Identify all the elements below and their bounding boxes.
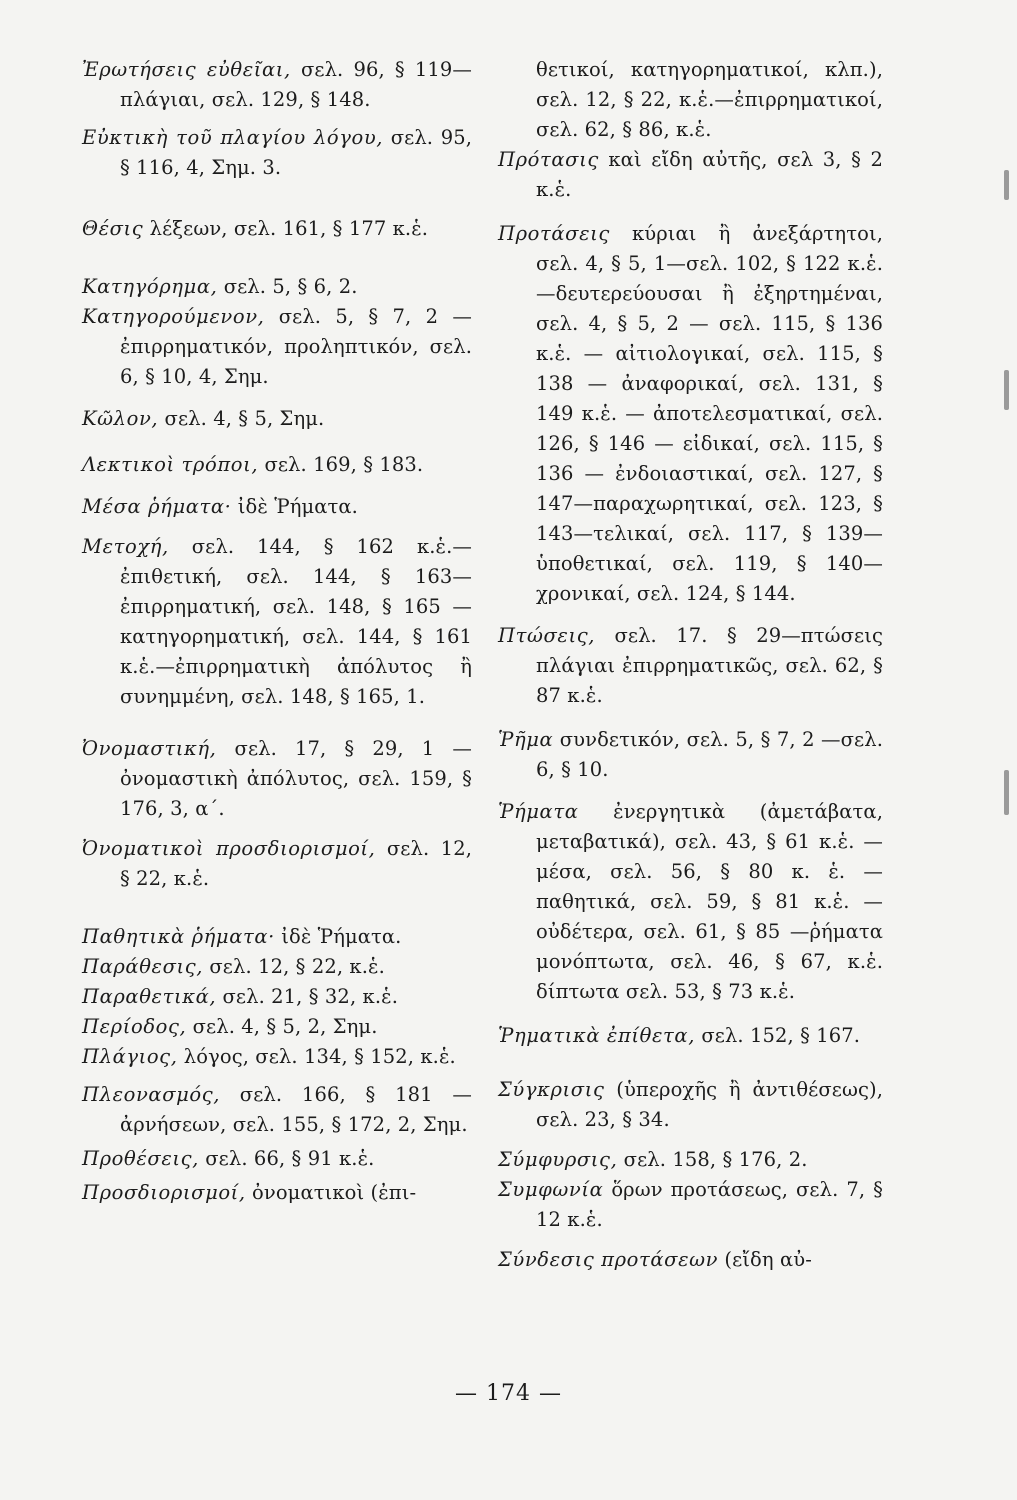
index-entry: Μέσα ῥήματα· ἰδὲ Ῥήματα. — [82, 495, 358, 518]
index-entry: Συμφωνία ὅρων προτάσεως, σελ. 7, § 12 κ.ἑ. — [498, 1178, 883, 1231]
index-entry: Λεκτικοὶ τρόποι, σελ. 169, § 183. — [82, 453, 424, 476]
right-column — [498, 55, 883, 1275]
index-entry: Παράθεσις, σελ. 12, § 22, κ.ἑ. — [82, 955, 385, 978]
index-entry: Κατηγόρημα, σελ. 5, § 6, 2. — [82, 275, 358, 298]
index-entry: Ἐρωτήσεις εὐθεῖαι, σελ. 96, § 119—πλάγιαι, σελ. 129, § 148. — [82, 58, 472, 111]
index-entry: Προσδιορισμοί, ὀνοματικοὶ (ἐπι- — [82, 1181, 417, 1204]
binding-edge-mark — [1004, 370, 1009, 410]
index-entry: Πλεονασμός, σελ. 166, § 181 — ἀρνήσεων, σελ. 155, § 172, 2, Σημ. — [82, 1083, 472, 1136]
index-entry: Σύμφυρσις, σελ. 158, § 176, 2. — [498, 1148, 808, 1171]
index-entry: Θέσις λέξεων, σελ. 161, § 177 κ.ἑ. — [82, 217, 429, 240]
index-entry-continued: θετικοί, κατηγορηματικοί, κλπ.), σελ. 12, § 22, κ.ἑ.—ἐπιρρηματικοί, σελ. 62, § 86, κ.ἑ. — [536, 58, 883, 141]
index-entry: Ῥηματικὰ ἐπίθετα, σελ. 152, § 167. — [498, 1024, 861, 1047]
index-entry: Προτάσεις κύριαι ἢ ἀνεξάρτητοι, σελ. 4, § 5, 1—σελ. 102, § 122 κ.ἑ.—δευτερεύουσαι ἢ ἐξηρτημέναι, σελ. 4, § 5, 2 — σελ. 115, § 136 κ.ἑ. — αἰτιολογικαί, σελ. 115, § 138 — ἀναφορικαί, σελ. 131, § 149 κ.ἑ. — ἀποτελεσματικαί, σελ. 126, § 146 — εἰδικαί, σελ. 115, § 136 — ἐνδοιαστικαί, σελ. 127, § 147—παραχωρητικαί, σελ. 123, § 143—τελικαί, σελ. 117, § 139—ὑποθετικαί, σελ. 119, § 140—χρονικαί, σελ. 124, § 144. — [498, 222, 883, 605]
index-entry: Πτώσεις, σελ. 17. § 29—πτώσεις πλάγιαι ἐπιρρηματικῶς, σελ. 62, § 87 κ.ἑ. — [498, 624, 883, 707]
index-entry: Πρότασις καὶ εἴδη αὐτῆς, σελ 3, § 2 κ.ἑ. — [498, 148, 883, 201]
index-entry: Σύνδεσις προτάσεων (εἴδη αὐ- — [498, 1248, 812, 1271]
index-entry: Εὐκτικὴ τοῦ πλαγίου λόγου, σελ. 95, § 116, 4, Σημ. 3. — [82, 126, 473, 179]
left-column — [82, 55, 472, 1208]
index-entry: Σύγκρισις (ὑπεροχῆς ἢ ἀντιθέσεως), σελ. 23, § 34. — [498, 1078, 883, 1131]
index-entry: Παθητικὰ ῥήματα· ἰδὲ Ῥήματα. — [82, 925, 402, 948]
index-entry: Ὀνοματικοὶ προσδιορισμοί, σελ. 12, § 22, κ.ἑ. — [82, 837, 472, 890]
index-entry: Ῥῆμα συνδετικόν, σελ. 5, § 7, 2 —σελ. 6, § 10. — [498, 728, 883, 781]
index-entry: Κατηγορούμενον, σελ. 5, § 7, 2 —ἐπιρρηματικόν, προληπτικόν, σελ. 6, § 10, 4, Σημ. — [82, 305, 472, 388]
index-entry: Ὀνομαστική, σελ. 17, § 29, 1 — ὀνομαστικὴ ἀπόλυτος, σελ. 159, § 176, 3, α΄. — [82, 737, 472, 820]
index-entry: Ῥήματα ἐνεργητικὰ (ἀμετάβατα, μεταβατικά), σελ. 43, § 61 κ.ἑ. — μέσα, σελ. 56, § 80 κ. ἑ. — παθητικά, σελ. 59, § 81 κ.ἑ. — οὐδέτερα, σελ. 61, § 85 —ῥήματα μονόπτωτα, σελ. 46, § 67, κ.ἑ. δίπτωτα σελ. 53, § 73 κ.ἑ. — [498, 800, 883, 1003]
page-number: — 174 — — [455, 1381, 562, 1406]
index-entry: Μετοχή, σελ. 144, § 162 κ.ἑ.— ἐπιθετική, σελ. 144, § 163— ἐπιρρηματική, σελ. 148, § 165 —κατηγορηματική, σελ. 144, § 161 κ.ἑ.—ἐπιρρηματικὴ ἀπόλυτος ἢ συνημμένη, σελ. 148, § 165, 1. — [82, 535, 472, 708]
binding-edge-mark — [1004, 170, 1009, 200]
index-entry: Παραθετικά, σελ. 21, § 32, κ.ἑ. — [82, 985, 398, 1008]
index-entry: Κῶλον, σελ. 4, § 5, Σημ. — [82, 407, 325, 430]
index-entry: Περίοδος, σελ. 4, § 5, 2, Σημ. — [82, 1015, 378, 1038]
index-entry: Πλάγιος, λόγος, σελ. 134, § 152, κ.ἑ. — [82, 1045, 456, 1068]
index-entry: Προθέσεις, σελ. 66, § 91 κ.ἑ. — [82, 1147, 375, 1170]
binding-edge-mark — [1004, 770, 1009, 815]
